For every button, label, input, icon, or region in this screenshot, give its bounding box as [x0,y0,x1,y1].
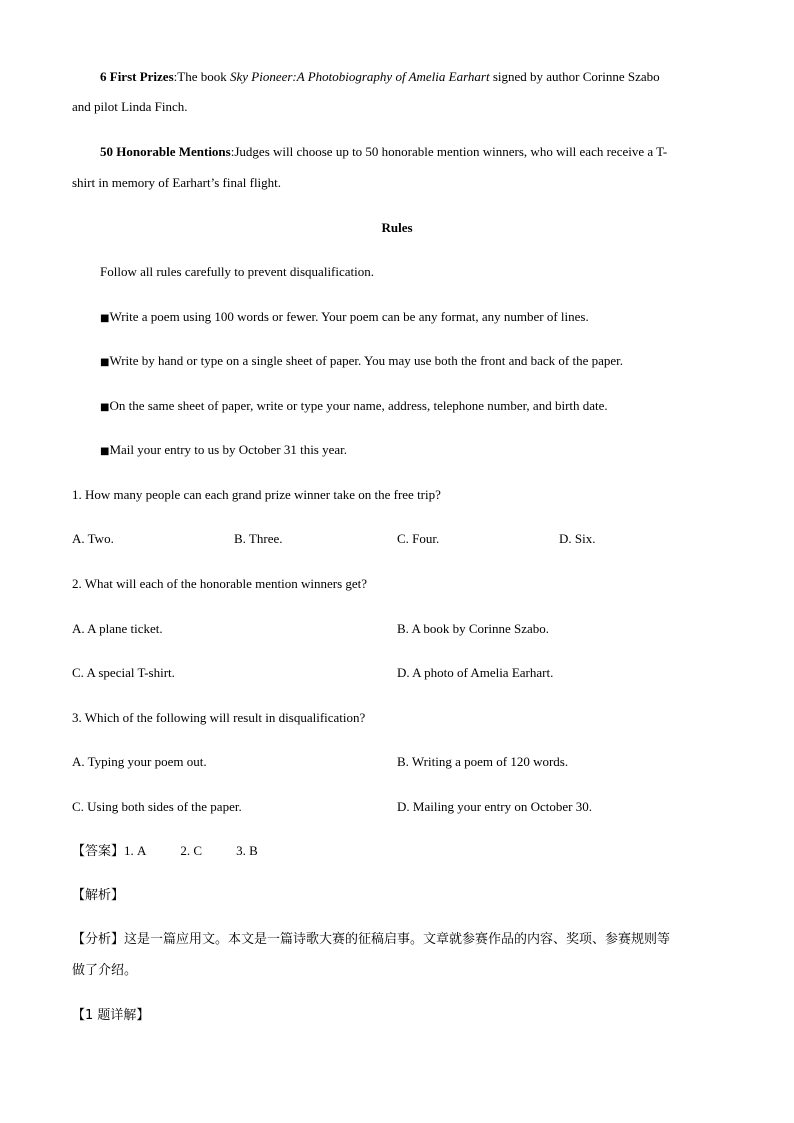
bullet-square-icon: ■ [100,446,110,457]
q1-option-b: B. Three. [234,531,283,546]
bullet-square-icon: ■ [100,357,110,368]
bullet-square-icon: ■ [100,313,110,324]
rule-item: ■Write a poem using 100 words or fewer. Your poem can be any format, any number of lines. [100,309,589,324]
fenxi-line-2: 做了介绍。 [72,963,138,978]
rule-item: ■Mail your entry to us by October 31 this year. [100,442,348,457]
detail-1-label: 【1 题详解】 [72,1008,150,1023]
answer-3: 3. B [236,843,258,858]
first-prizes-line2: and pilot Linda Finch. [72,99,188,114]
q2-option-d: D. A photo of Amelia Earhart. [397,665,554,680]
answer-1: 1. A [124,843,147,858]
question-1-stem: 1. How many people can each grand prize winner take on the free trip? [72,487,441,502]
q2-option-c: C. A special T-shirt. [72,665,175,680]
rules-intro: Follow all rules carefully to prevent disqualification. [100,264,375,279]
q1-option-c: C. Four. [397,531,440,546]
bullet-square-icon: ■ [100,402,110,413]
fenxi-line-1 [72,931,670,949]
rules-heading: Rules [381,220,413,235]
first-prizes-pre: The book [177,69,230,84]
q2-option-b: B. A book by Corinne Szabo. [397,621,550,636]
fenxi-label: 【分析】 [72,932,125,947]
answer-label: 【答案】 [72,844,125,859]
q1-option-d: D. Six. [559,531,596,546]
q3-option-b: B. Writing a poem of 120 words. [397,754,569,769]
question-2-stem: 2. What will each of the honorable mention winners get? [72,576,368,591]
question-3-stem: 3. Which of the following will result in disqualification? [72,710,366,725]
q2-option-a: A. A plane ticket. [72,621,163,636]
answer-2: 2. C [180,843,203,858]
first-prizes-label: 6 First Prizes [100,69,174,84]
first-prizes-post: signed by author Corinne Szabo [489,69,660,84]
honorable-mentions-text: Judges will choose up to 50 honorable mention winners, who will each receive a T- [234,144,668,159]
analysis-label: 【解析】 [72,888,125,903]
rule-item: ■Write by hand or type on a single sheet of paper. You may use both the front and back of the paper. [100,353,624,368]
honorable-mentions-label: 50 Honorable Mentions [100,144,231,159]
honorable-mentions-line2: shirt in memory of Earhart’s final flight. [72,175,282,190]
q3-option-c: C. Using both sides of the paper. [72,799,242,814]
rule-item: ■On the same sheet of paper, write or type your name, address, telephone number, and birth date. [100,398,608,413]
q3-option-a: A. Typing your poem out. [72,754,207,769]
honorable-mentions-line: 50 Honorable Mentions:Judges will choose up to 50 honorable mention winners, who will each receive a T- [100,144,668,159]
book-title: Sky Pioneer:A Photobiography of Amelia Earhart [229,69,490,84]
answer-line [72,842,258,861]
q1-option-a: A. Two. [72,531,114,546]
fenxi-text: 这是一篇应用文。本文是一篇诗歌大赛的征稿启事。文章就参赛作品的内容、奖项、参赛规则等 [124,932,671,947]
q3-option-d: D. Mailing your entry on October 30. [397,799,592,814]
first-prizes-line: 6 First Prizes:The book Sky Pioneer:A Photobiography of Amelia Earhart signed by author Corinne Szabo [100,69,660,84]
